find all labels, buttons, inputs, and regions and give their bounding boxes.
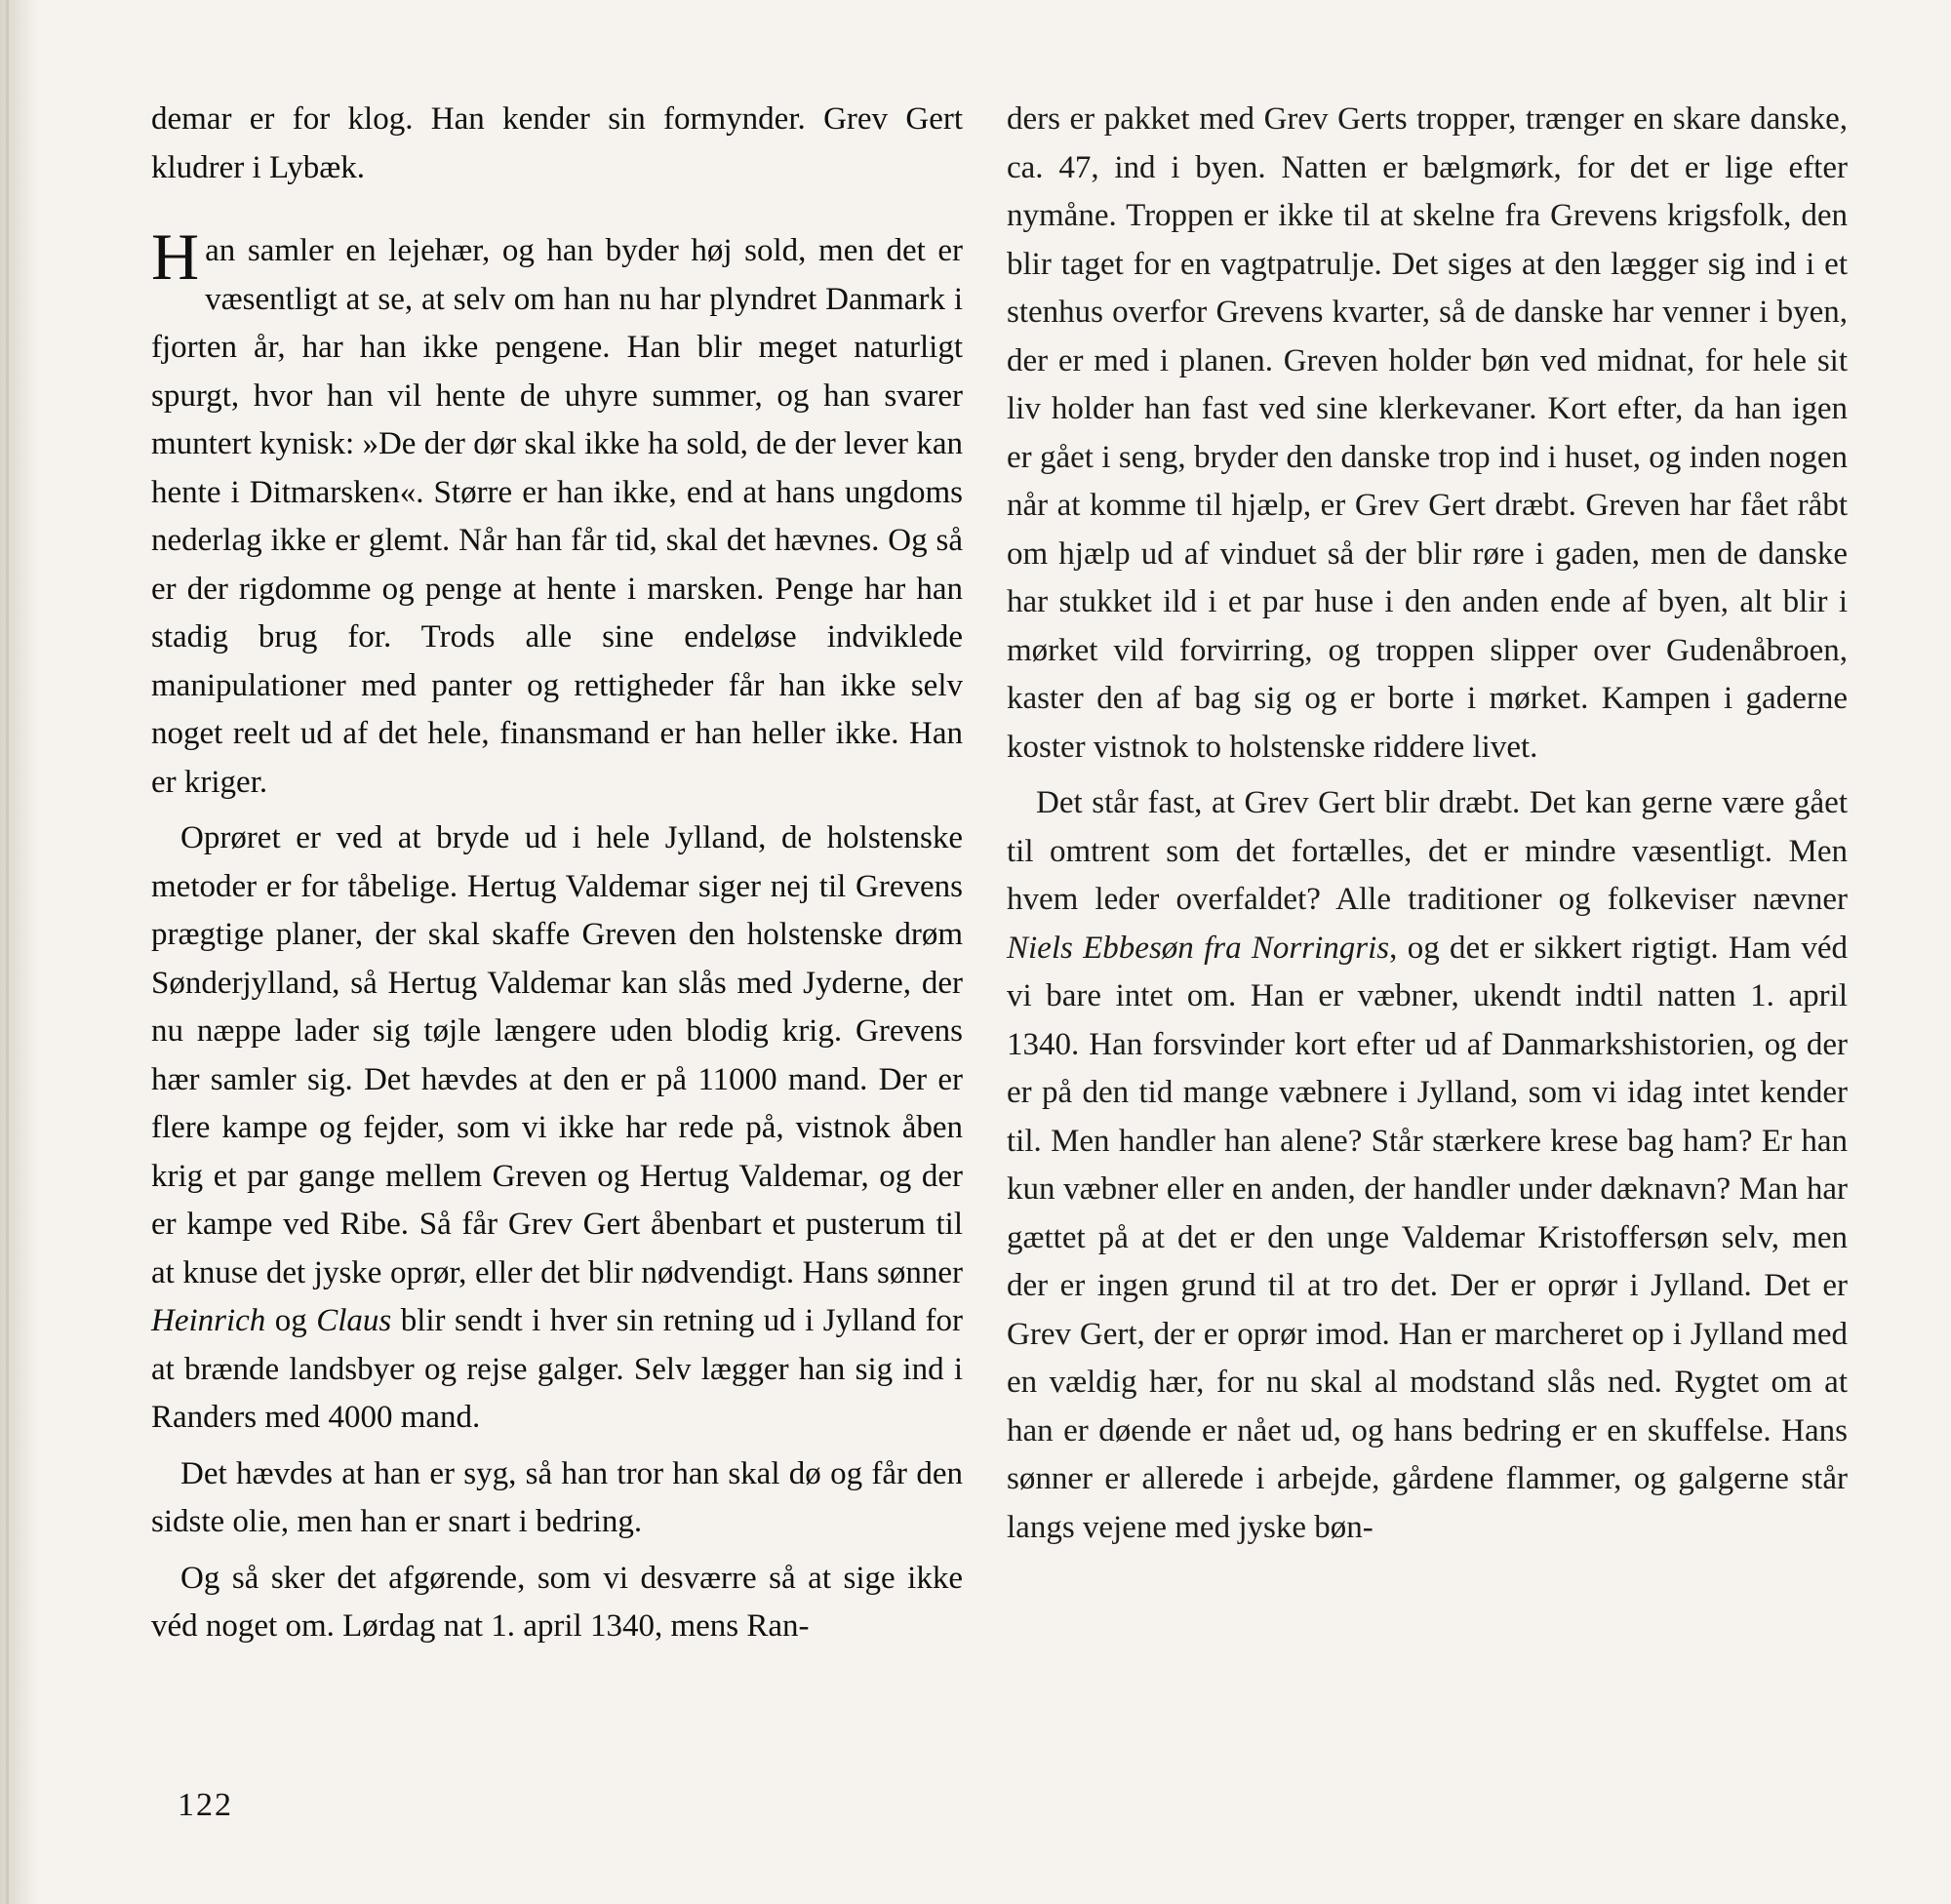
drop-cap: H xyxy=(151,219,200,294)
paragraph-afgoerende: Og så sker det afgørende, som vi desværre så at sige ikke véd noget om. Lørdag nat 1. april 1340, mens Ran- xyxy=(151,1560,963,1644)
paragraph-staar-fast xyxy=(1007,779,1848,1552)
paragraph-text: Oprøret er ved at bryde ud i hele Jylland, de holstenske metoder er for tåbelige. Hertug Valdemar siger nej til Grevens prægtige planer, der skal skaffe Greven den holstenske drøm Sønderjylland, så Hertug Valdemar kan slås med Jyderne, der nu næppe lader sig tøjle længere uden blodig krig. Grevens hær samler sig. Det hævdes at den er på 11000 mand. Der er flere kampe og fejder, som vi ikke har rede på, vistnok åben krig et par gange mellem Greven og Hertug Valdemar, og der er kampe ved Ribe. Så får Grev Gert åbenbart et pusterum til at knuse det jyske oprør, eller det blir nødvendigt. Hans sønner xyxy=(151,820,963,1290)
left-column xyxy=(151,96,963,1651)
paragraph-text: blir sendt i hver sin retning ud i Jylland for at brænde landsbyer og rejse galger. Selv lægger han sig ind i Randers med 4000 mand. xyxy=(151,1303,964,1435)
italic-name: Claus xyxy=(316,1303,392,1338)
paragraph-oproeret xyxy=(151,814,963,1443)
paragraph-text: an samler en lejehær, og han byder høj sold, men det er væsentligt at se, at selv om han nu har plyndret Danmark i fjorten år, har han ikke pengene. Han blir meget naturligt spurgt, hvor han vil hente de uhyre summer, og han svarer muntert kynisk: »De der dør skal ikke ha sold, de der lever kan hente i Ditmarsken«. Større er han ikke, end at hans ungdoms nederlag ikke er glemt. Når han får tid, skal det hævnes. Og så er der rigdomme og penge at hente i marsken. Penge har han stadig brug for. Trods alle sine endeløse indviklede manipulationer med panter og rettigheder får han ikke selv noget reelt ud af det hele, finansmand er han heller ikke. Han er kriger. xyxy=(151,233,963,800)
paragraph-continuation: ders er pakket med Grev Gerts tropper, trænger en skare danske, ca. 47, ind i byen. Natten er bælgmørk, for det er lige efter nymåne. Troppen er ikke til at skelne fra Grevens krigsfolk, den blir taget for en vagtpatrulje. Det siges at den lægger sig ind i et stenhus overfor Grevens kvarter, så de danske har venner i byen, der er med i planen. Greven holder bøn ved midnat, for hele sit liv holder han fast ved sine klerkevaner. Kort efter, da han igen er gået i seng, bryder den danske trop ind i huset, og inden nogen når at komme til hjælp, er Grev Gert dræbt. Greven har fået råbt om hjælp ud af vinduet så der blir røre i gaden, men de danske har stukket ild i et par huse i den anden ende af byen, alt blir i mørket vild forvirring, og troppen slipper over Gudenåbroen, kaster den af bag sig og er borte i mørket. Kampen i gaderne koster vistnok to holstenske riddere livet. xyxy=(1007,101,1848,765)
paragraph-text: og xyxy=(265,1303,317,1338)
page-edge xyxy=(6,0,9,1904)
paragraph-text: Det står fast, at Grev Gert blir dræbt. Det kan gerne være gået til omtrent som det fortælles, det er mindre væsentligt. Men hvem leder overfaldet? Alle traditioner og folkeviser nævner xyxy=(1007,785,1848,917)
italic-name: Niels Ebbesøn fra Norringris xyxy=(1007,930,1390,966)
paragraph-text: , og det er sikkert rigtigt. Ham véd vi bare intet om. Han er væbner, ukendt indtil natten 1. april 1340. Han forsvinder kort efter ud af Danmarkshistorien, og der er på den tid mange væbnere i Jylland, som vi idag intet kender til. Men handler han alene? Står stærkere krese bag ham? Er han kun væbner eller en anden, der handler under dæknavn? Man har gættet på at det er den unge Valdemar Kristoffersøn selv, men der er ingen grund til at tro det. Der er oprør i Jylland. Det er Grev Gert, der er oprør imod. Han er marcheret op i Jylland med en vældig hær, for nu skal al modstand slås ned. Rygtet om at han er døende er nået ud, og hans bedring er en skuffelse. Hans sønner er allerede i arbejde, gårdene flammer, og galgerne står langs vejene med jyske bøn- xyxy=(1007,930,1848,1545)
paragraph-continuation: demar er for klog. Han kender sin formynder. Grev Gert kludrer i Lybæk. xyxy=(151,101,963,185)
page-number: 122 xyxy=(178,1787,233,1823)
italic-name: Heinrich xyxy=(151,1303,266,1338)
paragraph-haevdes: Det hævdes at han er syg, så han tror han skal dø og får den sidste olie, men han er snart i bedring. xyxy=(151,1455,963,1539)
paragraph-dropcap xyxy=(151,219,963,807)
right-column xyxy=(1007,96,1848,1552)
